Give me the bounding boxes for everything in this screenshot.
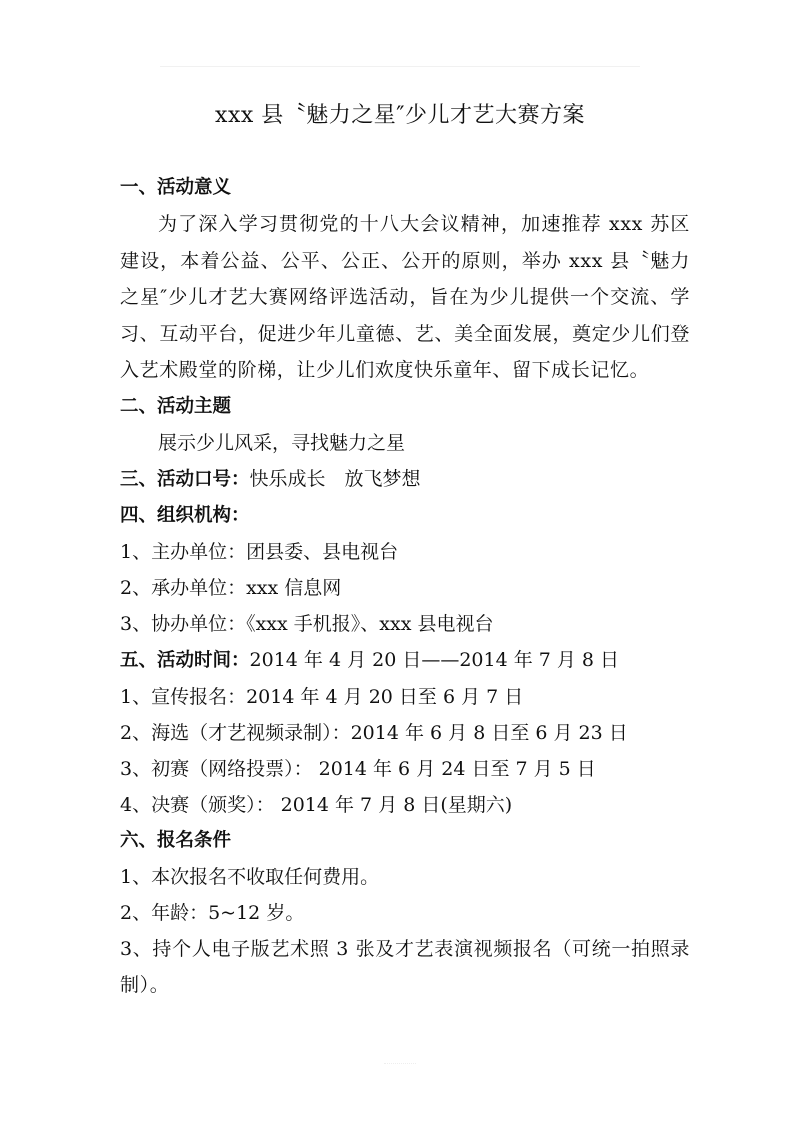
- slogan-line: [120, 461, 690, 498]
- schedule-item-registration: 1、宣传报名：2014 年 4 月 20 日至 6 月 7 日: [120, 685, 524, 708]
- theme-text: 展示少儿风采，寻找魅力之星: [158, 431, 406, 454]
- schedule-item-audition: 2、海选（才艺视频录制）：2014 年 6 月 8 日至 6 月 23 日: [120, 721, 628, 744]
- document-title: xxx 县〝魅力之星″少儿才艺大赛方案: [215, 103, 585, 128]
- requirement-item-photos: 3、持个人电子版艺术照 3 张及才艺表演视频报名（可统一拍照录制）。: [120, 937, 690, 996]
- requirement-item-fee: 1、本次报名不收取任何费用。: [120, 865, 380, 888]
- section-heading-theme: 二、活动主题: [120, 395, 232, 417]
- section-heading-significance: 一、活动意义: [120, 177, 232, 198]
- organization-item-organizer: 2、承办单位：xxx 信息网: [120, 576, 342, 599]
- section-heading-requirements: 六、报名条件: [120, 829, 232, 851]
- footer-mark: [384, 1063, 416, 1064]
- section-heading-organization: 四、组织机构：: [120, 504, 250, 526]
- section-heading-schedule: 五、活动时间：: [120, 649, 250, 671]
- section-heading-slogan: 三、活动口号：: [120, 468, 250, 490]
- slogan-text: 快乐成长 放飞梦想: [249, 467, 421, 490]
- requirement-item-age: 2、年龄：5~12 岁。: [120, 901, 305, 924]
- schedule-item-final: 4、决赛（颁奖）： 2014 年 7 月 8 日(星期六): [120, 793, 513, 816]
- schedule-range: 2014 年 4 月 20 日——2014 年 7 月 8 日: [249, 648, 620, 671]
- schedule-item-preliminary: 3、初赛（网络投票）： 2014 年 6 月 24 日至 7 月 5 日: [120, 757, 596, 780]
- organization-item-host: 1、主办单位：团县委、县电视台: [120, 540, 399, 563]
- header-rule: [160, 66, 640, 67]
- schedule-line: [120, 642, 690, 679]
- organization-item-co-organizer: 3、协办单位：《xxx 手机报》、xxx 县电视台: [120, 612, 494, 635]
- significance-paragraph: 为了深入学习贯彻党的十八大会议精神，加速推荐 xxx 苏区建设，本着公益、公平、公正、公开的原则，举办 xxx 县〝魅力之星″少儿才艺大赛网络评选活动，旨在为少儿提供一个交流、学习、互动平台，促进少年儿童德、艺、美全面发展，奠定少儿们登入艺术殿堂的阶梯，让少儿们欢度快乐童年、留下成长记忆。: [120, 213, 690, 381]
- document-body: [120, 170, 690, 1004]
